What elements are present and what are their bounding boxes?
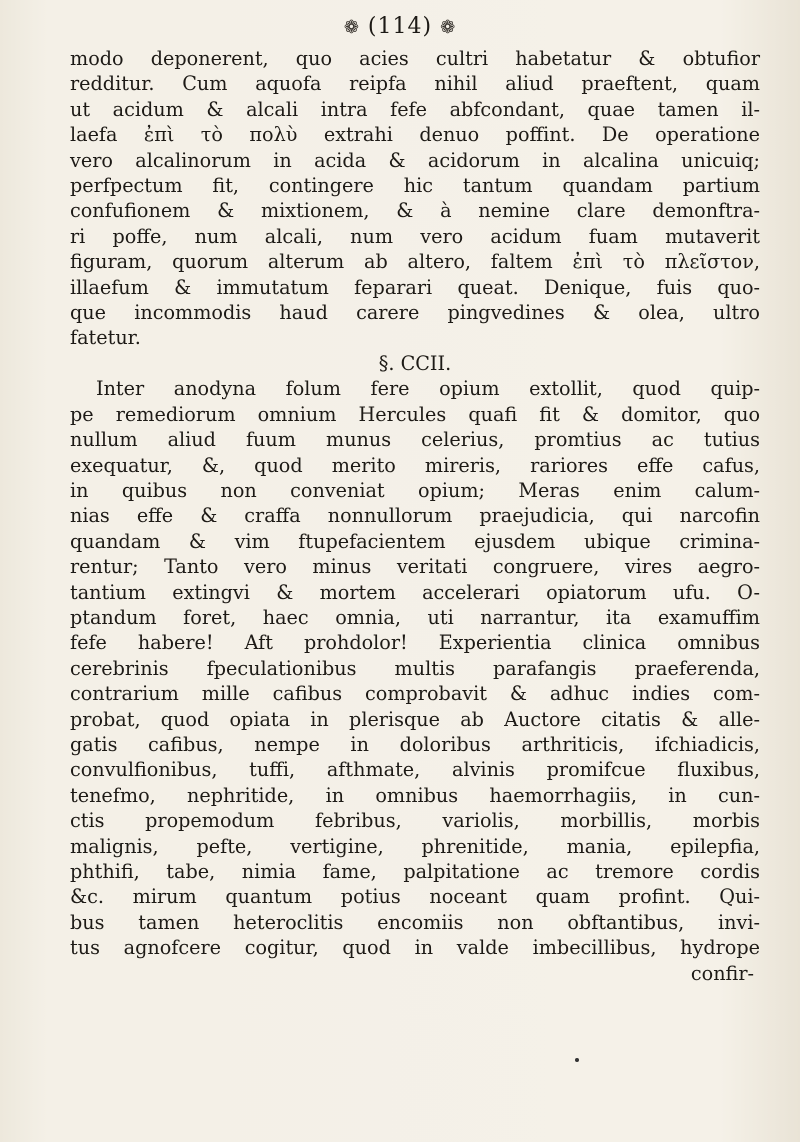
text-line: exequatur, &, quod merito mireris, rariores effe cafus, bbox=[70, 453, 760, 477]
text-line: contrarium mille cafibus comprobavit & adhuc indies com- bbox=[70, 682, 760, 706]
body-text bbox=[70, 46, 760, 986]
text-line: modo deponerent, quo acies cultri habetatur & obtufior bbox=[70, 47, 760, 70]
text-line: bus tamen heteroclitis encomiis non obftantibus, invi- bbox=[70, 910, 760, 934]
text-line: pe remediorum omnium Hercules quafi fit & domitor, quo bbox=[70, 402, 760, 426]
text-line: ptandum foret, haec omnia, uti narrantur, ita examuffim bbox=[70, 605, 760, 629]
text-line: ri poffe, num alcali, num vero acidum fuam mutaverit bbox=[70, 224, 760, 248]
text-line: cerebrinis fpeculationibus multis parafangis praeferenda, bbox=[70, 656, 760, 680]
right-ornament-icon: ❁ bbox=[440, 17, 457, 38]
text-line: laefa ἐπὶ τὸ πολὺ extrahi denuo poffint. De operatione bbox=[70, 123, 760, 147]
text-line: phthifi, tabe, nimia fame, palpitatione ac tremore cordis bbox=[70, 860, 760, 883]
text-line: nias effe & craffa nonnullorum praejudicia, qui narcofin bbox=[70, 504, 760, 528]
text-line: quandam & vim ftupefacientem ejusdem ubique crimina- bbox=[70, 529, 760, 553]
text-line: redditur. Cum aquofa reipfa nihil aliud praeftent, quam bbox=[70, 72, 760, 96]
ink-dot bbox=[575, 1058, 579, 1062]
text-line: probat, quod opiata in plerisque ab Auctore citatis & alle- bbox=[70, 707, 760, 731]
text-line: illaefum & immutatum feparari queat. Denique, fuis quo- bbox=[70, 275, 760, 299]
text-line: confufionem & mixtionem, & à nemine clare demonftra- bbox=[70, 199, 760, 223]
text-line: in quibus non conveniat opium; Meras enim calum- bbox=[70, 478, 760, 502]
text-line: perfpectum fit, contingere hic tantum quandam partium bbox=[70, 174, 760, 198]
text-line: gatis cafibus, nempe in doloribus arthriticis, ifchiadicis, bbox=[70, 732, 760, 756]
text-line: tenefmo, nephritide, in omnibus haemorrhagiis, in cun- bbox=[70, 783, 760, 807]
text-line: &c. mirum quantum potius noceant quam profint. Qui- bbox=[70, 885, 760, 909]
text-line: nullum aliud fuum munus celerius, promtius ac tutius bbox=[70, 428, 760, 452]
text-line: malignis, pefte, vertigine, phrenitide, mania, epilepfia, bbox=[70, 834, 760, 858]
text-line: figuram, quorum alterum ab altero, faltem ἐπὶ τὸ πλεῖστον, bbox=[70, 250, 760, 274]
text-line: tantium extingvi & mortem accelerari opiatorum ufu. O- bbox=[70, 580, 760, 604]
text-line: fefe habere! Aft prohdolor! Experientia clinica omnibus bbox=[70, 631, 760, 655]
text-line: que incommodis haud carere pingvedines & olea, ultro bbox=[70, 301, 760, 325]
text-line: ut acidum & alcali intra fefe abfcondant, quae tamen il- bbox=[70, 97, 760, 121]
text-line: tus agnofcere cogitur, quod in valde imbecillibus, hydrope bbox=[70, 936, 760, 960]
page-header bbox=[0, 14, 800, 39]
text-line: ctis propemodum febribus, variolis, morbillis, morbis bbox=[70, 809, 760, 833]
catchword: confir- bbox=[690, 961, 754, 985]
text-line: rentur; Tanto vero minus veritati congruere, vires aegro- bbox=[70, 555, 760, 579]
left-ornament-icon: ❁ bbox=[343, 17, 360, 38]
text-line: Inter anodyna folum fere opium extollit, quod quip- bbox=[96, 377, 760, 401]
page-number: (114) bbox=[367, 14, 433, 39]
section-heading: §. CCII. bbox=[378, 351, 452, 375]
text-line: vero alcalinorum in acida & acidorum in alcalina unicuiq; bbox=[70, 148, 760, 172]
text-line: fatetur. bbox=[70, 326, 141, 350]
text-line: convulfionibus, tuffi, afthmate, alvinis promifcue fluxibus, bbox=[70, 758, 760, 782]
